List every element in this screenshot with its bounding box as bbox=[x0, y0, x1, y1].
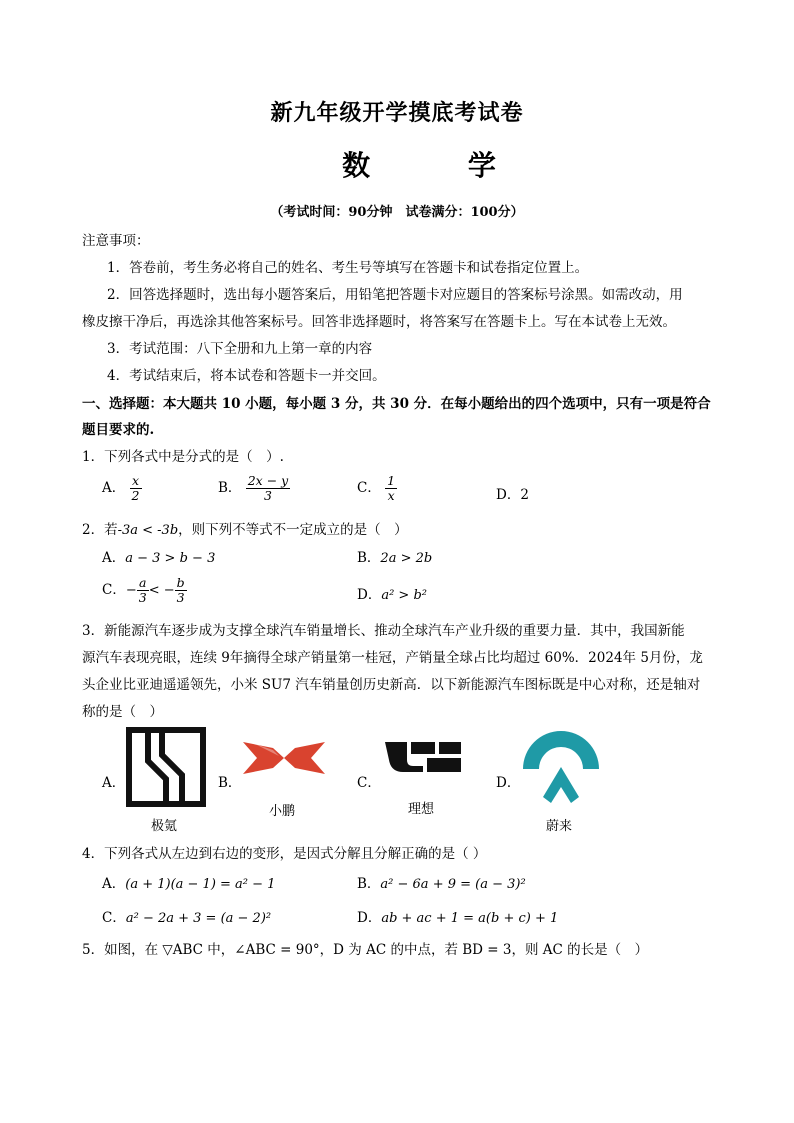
q2-option-c[interactable]: C．− $\frac{a}{3}$ < − $\frac{b}{3}$ bbox=[102, 575, 185, 605]
option-label: C． bbox=[357, 480, 381, 496]
q3-option-b-label[interactable]: B． bbox=[218, 775, 242, 791]
option-value: 2 bbox=[520, 487, 529, 503]
nio-logo-icon[interactable] bbox=[521, 727, 601, 807]
question-2-stem: 2．若-3a < -3b，则下列不等式不一定成立的是（ ） bbox=[82, 522, 408, 538]
exam-title: 新九年级开学摸底考试卷 bbox=[270, 100, 524, 126]
q1-option-d[interactable] bbox=[496, 483, 529, 503]
q2-option-d[interactable]: D．a² > b² bbox=[357, 587, 427, 603]
option-label: A． bbox=[102, 480, 126, 496]
q3-caption-a: 极氪 bbox=[151, 819, 178, 834]
q3-option-c-label[interactable]: C． bbox=[357, 775, 381, 791]
inequality: -3a < -3b bbox=[117, 523, 179, 538]
note-item: 橡皮擦干净后，再选涂其他答案标号。回答非选择题时，将答案写在答题卡上。写在本试卷上无效。 bbox=[82, 314, 676, 330]
question-1-stem: 1．下列各式中是分式的是（ ）. bbox=[82, 449, 284, 465]
question-3-stem: 源汽车表现亮眼，连续 9年摘得全球产销量第一桂冠，产销量全球占比均超过 60%．2024年 5月份，龙 bbox=[82, 650, 703, 666]
q1-option-c[interactable] bbox=[357, 474, 397, 503]
question-3-stem: 3．新能源汽车逐步成为支撑全球汽车销量增长、推动全球汽车产业升级的重要力量．其中，我国新能 bbox=[82, 623, 685, 639]
question-3-stem: 头企业比亚迪遥遥领先，小米 SU7 汽车销量创历史新高．以下新能源汽车图标既是中心对称，还是轴对 bbox=[82, 677, 701, 693]
note-item: 4．考试结束后，将本试卷和答题卡一并交回。 bbox=[107, 368, 386, 384]
question-5-stem: 5．如图，在 ▽ABC 中，∠ABC = 90°，D 为 AC 的中点，若 BD = 3，则 AC 的长是（ ） bbox=[82, 942, 649, 958]
fraction: $\frac{2x - y}{3}$ bbox=[247, 473, 289, 503]
q2-option-a[interactable]: A．a − 3 > b − 3 bbox=[102, 550, 216, 566]
q1-option-a[interactable] bbox=[102, 474, 142, 503]
q4-option-d[interactable]: D．ab + ac + 1 = a(b + c) + 1 bbox=[357, 910, 559, 926]
fraction: $\frac{x}{2}$ bbox=[131, 473, 140, 503]
notes-heading: 注意事项： bbox=[82, 233, 150, 249]
note-item: 1．答卷前，考生务必将自己的姓名、考生号等填写在答题卡和试卷指定位置上。 bbox=[107, 260, 589, 276]
note-item: 2．回答选择题时，选出每小题答案后，用铅笔把答题卡对应题目的答案标号涂黑。如需改动，用 bbox=[107, 287, 683, 303]
zeekr-logo-icon[interactable] bbox=[126, 727, 206, 807]
section-heading-cont: 题目要求的. bbox=[82, 422, 155, 438]
note-item: 3．考试范围：八下全册和九上第一章的内容 bbox=[107, 341, 373, 357]
li-auto-logo-icon[interactable] bbox=[383, 740, 463, 774]
q3-caption-d: 蔚来 bbox=[546, 819, 573, 834]
q1-option-b[interactable] bbox=[218, 474, 290, 503]
option-label: D． bbox=[496, 487, 521, 503]
q4-option-c[interactable]: C．a² − 2a + 3 = (a − 2)² bbox=[102, 910, 272, 926]
q4-option-b[interactable]: B．a² − 6a + 9 = (a − 3)² bbox=[357, 876, 526, 892]
fraction: $\frac{1}{x}$ bbox=[387, 473, 396, 503]
question-4-stem: 4．下列各式从左边到右边的变形，是因式分解且分解正确的是（ ） bbox=[82, 846, 487, 862]
option-label: B． bbox=[218, 480, 242, 496]
subject-title: 数 学 bbox=[342, 149, 540, 182]
section-heading: 一、选择题：本大题共 10 小题，每小题 3 分，共 30 分．在每小题给出的四个选项中，只有一项是符合 bbox=[82, 396, 711, 412]
q3-caption-c: 理想 bbox=[408, 802, 435, 817]
question-3-stem: 称的是（ ） bbox=[82, 704, 163, 720]
xpeng-logo-icon[interactable] bbox=[243, 738, 325, 778]
exam-info: （考试时间：90分钟 试卷满分：100分） bbox=[270, 205, 524, 220]
q3-option-d-label[interactable]: D． bbox=[496, 775, 521, 791]
q4-option-a[interactable]: A．(a + 1)(a − 1) = a² − 1 bbox=[102, 876, 276, 892]
q3-caption-b: 小鹏 bbox=[269, 804, 296, 819]
q3-option-a-label[interactable]: A． bbox=[102, 775, 126, 791]
q2-option-b[interactable]: B．2a > 2b bbox=[357, 550, 433, 566]
